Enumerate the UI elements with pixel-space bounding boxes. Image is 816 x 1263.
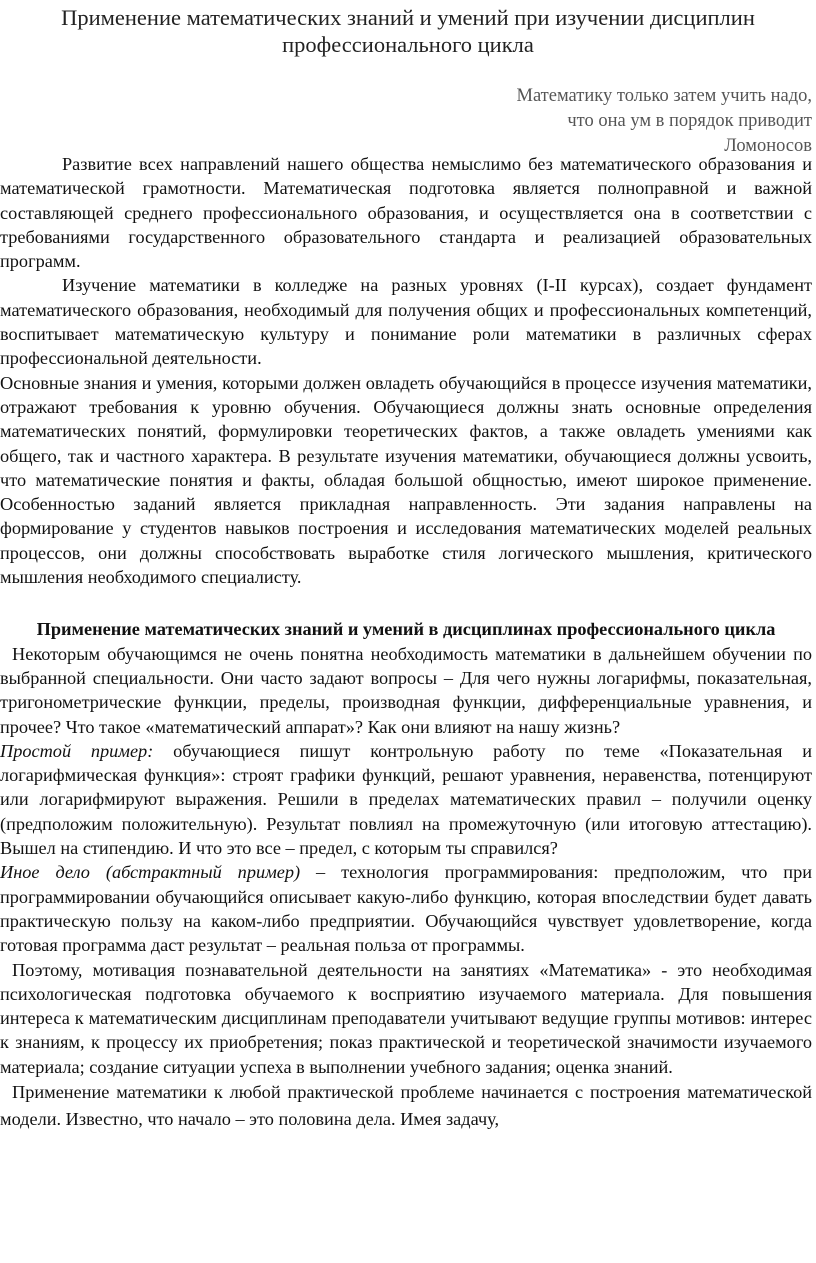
epigraph-author: Ломоносов <box>724 136 812 156</box>
paragraph-5-text: обучающиеся пишут контрольную работу по теме «Показательная и логарифмическая функция»: строят графики функций, решают уравнения, неравенства, потенцируют или логарифмируют выражения. Решили в пределах математических правил – получили оценку (предположим положительную). Результат повлиял на промежуточную (или итоговую аттестацию). Вышел на стипендию. И что это все – предел, с которым ты справился? <box>0 740 812 859</box>
paragraph-6-text: – технология программирования: предположим, что при программировании обучающийся описывает какую-либо функцию, которая впоследствии будет давать практическую пользу на каком-либо предприятии. Обучающийся чувствует удовлетворение, когда готовая программа даст результат – реальная польза от программы. <box>0 862 812 956</box>
paragraph-6-label: Иное дело (абстрактный пример) <box>0 862 301 883</box>
paragraph-3: Основные знания и умения, которыми должен овладеть обучающийся в процессе изучения математики, отражают требования к уровню обучения. Обучающиеся должны знать основные определения математических понятий, формулировки теоретических фактов, а также овладеть умениями как общего, так и частного характера. В результате изучения математики, обучающиеся должны усвоить, что математические понятия и факты, обладая большой общностью, имеют широкое применение. Особенностью заданий является прикладная направленность. Эти задания направлены на формирование у студентов навыков построения и исследования математических моделей реальных процессов, они должны способствовать выработке стиля логического мышления, критического мышления необходимого специалисту. <box>0 372 812 588</box>
section-subheading: Применение математических знаний и умений в дисциплинах профессионального цикла <box>36 619 776 640</box>
paragraph-1: Развитие всех направлений нашего общества немыслимо без математического образования и математической грамотности. Математическая подготовка является полноправной и важной составляющей среднего профессионального образования, и осуществляется она в соответствии с требованиями государственного образовательного стандарта и реализацией образовательных программ. <box>0 154 812 272</box>
epigraph <box>392 84 812 159</box>
paragraph-8: Применение математики к любой практической проблеме начинается с построения математической модели. Известно, что начало – это половина дела. Имея задачу, <box>0 1081 812 1129</box>
document-title: Применение математических знаний и умений при изучении дисциплин профессионального цикла <box>61 5 755 57</box>
document-body <box>0 152 812 1133</box>
epigraph-line-1: Математику только затем учить надо, <box>516 86 812 106</box>
paragraph-4: Некоторым обучающимся не очень понятна необходимость математики в дальнейшем обучении по выбранной специальности. Они часто задают вопросы – Для чего нужны логарифмы, показательная, тригонометрические функции, пределы, производная функции, дифференциальные уравнения, и прочее? Что такое «математический аппарат»? Как они влияют на нашу жизнь? <box>0 643 812 737</box>
paragraph-5 <box>0 739 812 860</box>
paragraph-6 <box>0 860 812 957</box>
paragraph-2: Изучение математики в колледже на разных уровнях (I-II курсах), создает фундамент математического образования, необходимый для получения общих и профессиональных компетенций, воспитывает математическую культуру и понимание роли математики в различных сферах профессиональной деятельности. <box>0 275 812 369</box>
epigraph-line-2: что она ум в порядок приводит <box>567 111 812 131</box>
paragraph-7: Поэтому, мотивация познавательной деятельности на занятиях «Математика» - это необходимая психологическая подготовка обучаемого к восприятию изучаемого материала. Для повышения интереса к математическим дисциплинам преподаватели учитывают ведущие группы мотивов: интерес к знаниям, к процессу их приобретения; показ практической и теоретической значимости изучаемого материала; создание ситуации успеха в выполнении учебного задания; оценка знаний. <box>0 959 812 1077</box>
paragraph-5-label: Простой пример: <box>0 740 154 761</box>
